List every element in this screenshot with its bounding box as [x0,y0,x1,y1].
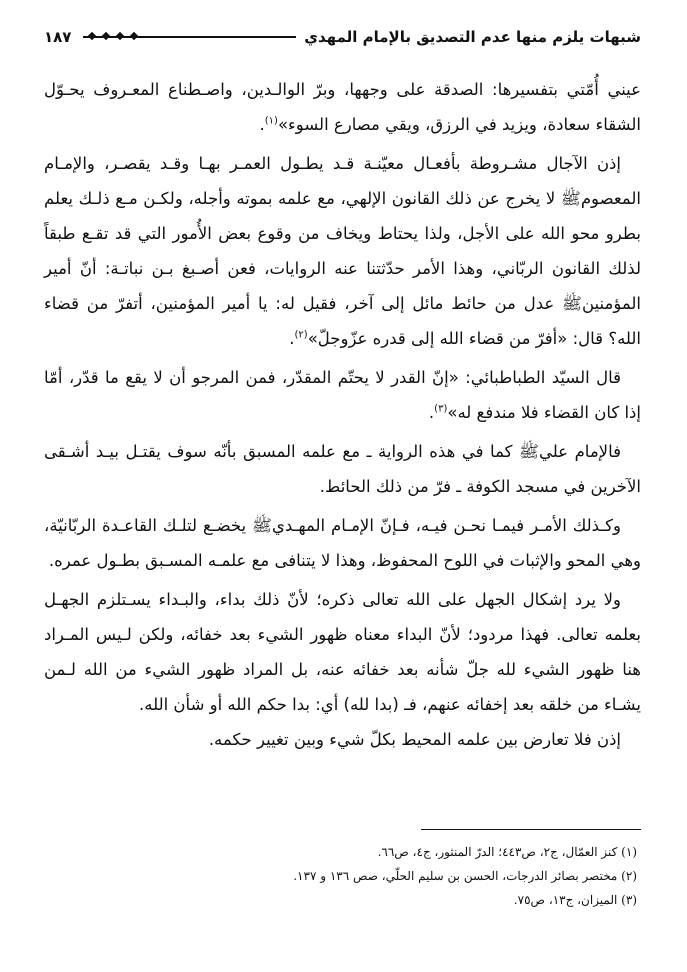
ornament-diamond-icon [116,32,124,40]
paragraph: إذن فلا تعارض بين علمه المحيط بكلّ شيء وبين تغيير حكمه. [208,730,621,749]
header-title: شبهات يلزم منها عدم التصديق بالإمام المهدي [304,28,641,46]
footnote-item: (٢) مختصر بصائر الدرجات، الحسن بن سليم الحلّي، صص ١٣٦ و ١٣٧. [293,869,637,883]
paragraph: فالإمام عليﷺ كما في هذه الرواية ـ مع علمه المسبق بأنّه سوف يقتـل بيـد أشـقى الآخرين في مسجد الكوفة ـ فرّ من ذلك الحائط. [44,442,641,496]
header-ornament-rule [83,36,296,38]
footnotes [44,840,637,912]
ornament-diamond-icon [88,32,96,40]
footnote-divider [421,829,641,830]
footnote-item: (٣) الميزان، ج١٣، ص٧٥. [513,893,637,907]
paragraph-text: قال السيّد الطباطبائي: «إنّ القدر لا يحتّم المقدّر، فمن المرجو أن لا يقع ما قدّر، أمّا إذا كان القضاء فلا مندفع له» [44,368,641,422]
footnote-ref[interactable]: (١) [264,115,278,127]
body-text [44,72,641,757]
paragraph-text: عيني أُمّتي بتفسيرها: الصدقة على وجهها، وبرّ الوالـدين، واصـطناع المعـروف يحـوّل الشقاء سعادة، ويزيد في الرزق، ويقي مصارع السوء» [44,80,641,134]
page-number: ١٨٧ [44,28,72,46]
ornament-diamond-icon [130,32,138,40]
footnote-ref[interactable]: (٢) [294,329,308,341]
paragraph: عيني أُمّتي بتفسيرها: الصدقة على وجهها، وبرّ الوالـدين، واصـطناع المعـروف يحـوّل الشقاء سعادة، ويزيد في الرزق، ويقي مصارع السوء»$^{(١)}$. [44,80,641,134]
paragraph: قال السيّد الطباطبائي: «إنّ القدر لا يحتّم المقدّر، فمن المرجو أن لا يقع ما قدّر، أمّا إذا كان القضاء فلا مندفع له»$^{(٣)}$. [44,368,641,422]
running-header [44,22,641,52]
paragraph: ولا يرد إشكال الجهل على الله تعالى ذكره؛ لأنّ ذلك بداء، والبـداء يسـتلزم الجهـل بعلمه تعالى. فهذا مردود؛ لأنّ البداء معناه ظهور الشيء بعد خفائه، ولكن لـيس المـراد هنا ظهور الشيء لله جلّ شأنه بعد خفائه عنه، بل المراد ظهور الشيء من الله لـمن يشـاء من خلقه بعد إخفائه عنهم، فـ (بدا لله) أي: بدا حكم الله أو شأن الله. [44,590,641,714]
footnote-item: (١) كنز العمّال، ج٢، ص٤٤٣؛ الدرّ المنثور، ج٤، ص٦٦. [377,845,637,859]
footnote-ref[interactable]: (٣) [434,403,448,415]
paragraph: وكـذلك الأمـر فيمـا نحـن فيـه، فـإنّ الإمـام المهـديﷺ يخضـع لتلـك القاعـدة الربّانيّة، وهي المحو والإثبات في اللوح المحفوظ، وهذا لا يتنافى مع علمـه المسـبق بطـول عمره. [44,516,641,570]
paragraph-text: إذن الآجال مشـروطة بأفعـال معيّنـة قـد يطـول العمـر بهـا وقـد يقصـر، والإمـام المعصومﷺ لا يخرج عن ذلك القانون الإلهي، مع علمه بموته وأجله، ولكـن مـع ذلـك يعلم بطرو محو الله على الأجل، ولذا يحتاط ويخاف من وقوع بعض الأُمور التي قد تقـع طبقاً لذلك القانون الربّاني، وهذا الأمر حدّثتنا عنه الروايات، فعن أصـبغ بـن نباتـة: أنّ أمير المؤمنينﷺ عدل من حائط مائل إلى آخر، فقيل له: يا أمير المؤمنين، أتفرّ من قضاء الله؟ قال: «أفرّ من قضاء الله إلى قدره عزّوجلّ» [44,154,641,348]
paragraph: إذن الآجال مشـروطة بأفعـال معيّنـة قـد يطـول العمـر بهـا وقـد يقصـر، والإمـام المعصومﷺ لا يخرج عن ذلك القانون الإلهي، مع علمه بموته وأجله، ولكـن مـع ذلـك يعلم بطرو محو الله على الأجل، ولذا يحتاط ويخاف من وقوع بعض الأُمور التي قد تقـع طبقاً لذلك القانون الربّاني، وهذا الأمر حدّثتنا عنه الروايات، فعن أصـبغ بـن نباتـة: أنّ أمير المؤمنينﷺ عدل من حائط مائل إلى آخر، فقيل له: يا أمير المؤمنين، أتفرّ من قضاء الله؟ قال: «أفرّ من قضاء الله إلى قدره عزّوجلّ»$^{(٢)}$. [44,154,641,348]
ornament-diamond-icon [102,32,110,40]
